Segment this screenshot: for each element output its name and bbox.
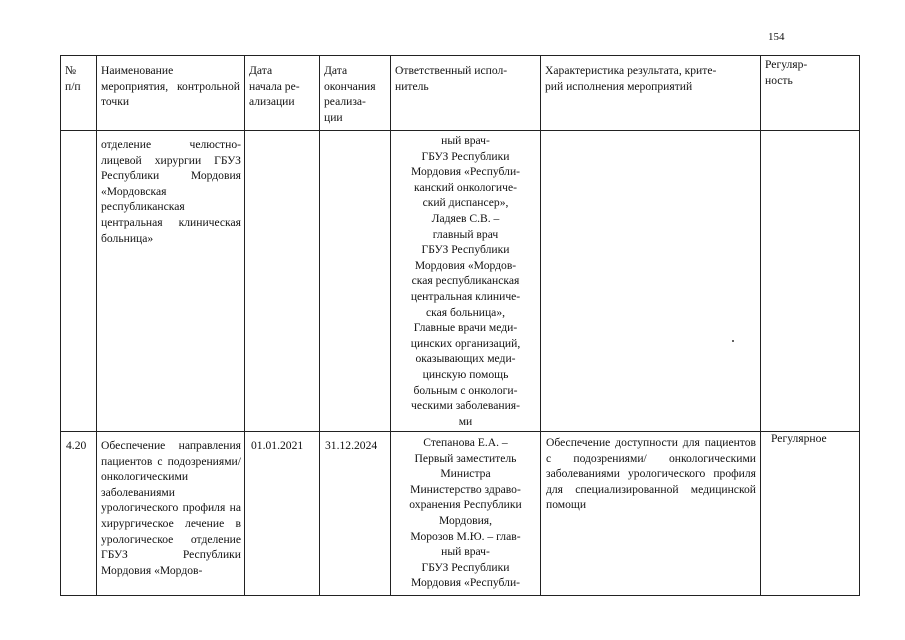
column-divider: [540, 55, 541, 596]
header-result: Характеристика результата, крите- рий исполнения мероприятий: [545, 64, 717, 93]
row-2-result: Обеспечение доступности для пациентов с подозрениями/ онкологическими заболеваниями урологического профиля для специализированной медицинской помощи: [546, 436, 756, 512]
row-1-responsible: ный врач- ГБУЗ Республики Мордовия «Республи- канский онкологиче- ский диспансер», Ладяев С.В. – главный врач ГБУЗ Республики Мордовия «Мордов- ская республиканская центральная клиниче- ская больница», Главные врачи меди- цинских организаций, оказывающих меди- цинскую помощь больным с онкологи- ческими заболевания- ми: [410, 134, 521, 428]
header-start-date: Дата начала ре- ализации: [249, 64, 300, 109]
row-1-event-name: отделение челюстно-лицевой хирургии ГБУЗ Республики Мордовия «Мордовская республиканская центральная клиническая больница»: [101, 138, 241, 245]
scan-speck: [732, 340, 734, 342]
header-responsible: Ответственный испол- нитель: [395, 64, 508, 93]
table-border-left: [60, 55, 61, 596]
column-divider: [96, 55, 97, 596]
page-number: 154: [768, 31, 785, 43]
row-2-end-date: 31.12.2024: [325, 439, 378, 452]
row-2-responsible: Степанова Е.А. – Первый заместитель Министра Министерство здраво- охранения Республики Мордовия, Морозов М.Ю. – глав- ный врач- ГБУЗ Республики Мордовия «Республи-: [409, 436, 522, 590]
row-2-regularity: Регулярное: [771, 432, 827, 445]
measures-table: [60, 55, 860, 596]
table-border-right: [859, 55, 860, 596]
column-divider: [319, 55, 320, 596]
header-divider: [60, 130, 860, 131]
row-2-event-name: Обеспечение направления пациентов с подозрениями/ онкологическими заболеваниями урологического профиля на хирургическое лечение в урологическое отделение ГБУЗ Республики Мордовия «Мордов-: [101, 439, 241, 577]
column-divider: [244, 55, 245, 596]
header-event-name: Наименование мероприятия, контрольной точки: [101, 64, 240, 109]
header-regularity: Регуляр- ность: [765, 58, 808, 87]
row-divider: [60, 431, 860, 432]
table-border-top: [60, 55, 860, 56]
column-divider: [760, 55, 761, 596]
row-2-start-date: 01.01.2021: [251, 439, 304, 452]
table-border-bottom: [60, 595, 860, 596]
header-end-date: Дата окончания реализа- ции: [324, 64, 376, 124]
header-number: № п/п: [65, 64, 81, 93]
row-2-number: 4.20: [66, 439, 87, 452]
